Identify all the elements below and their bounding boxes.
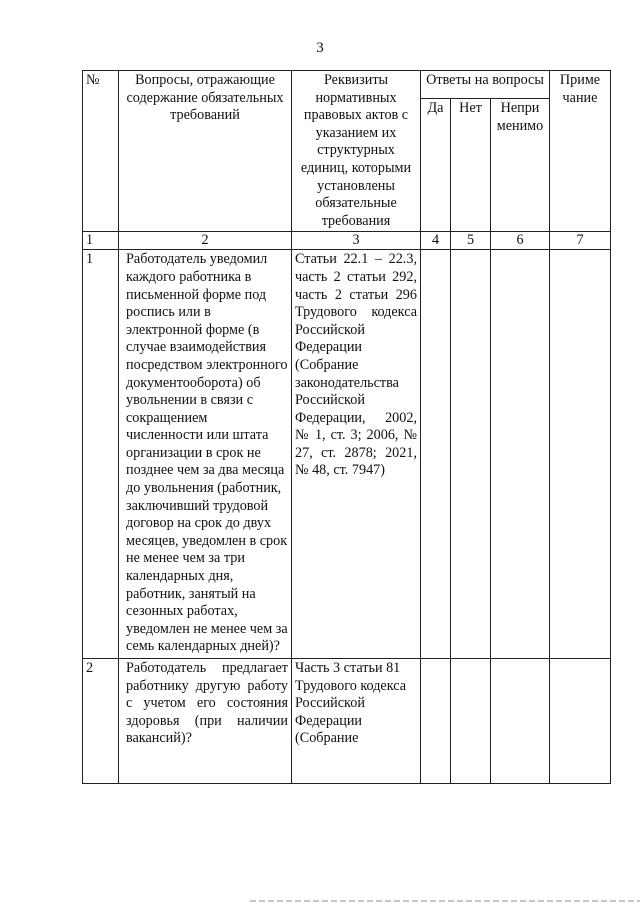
note-cell[interactable] <box>550 659 611 784</box>
header-not-applicable: Непри менимо <box>491 99 550 232</box>
column-index: 4 <box>421 232 451 250</box>
answer-no-cell[interactable] <box>451 250 491 659</box>
answer-na-cell[interactable] <box>491 250 550 659</box>
header-num: № <box>83 71 119 232</box>
column-index: 3 <box>292 232 421 250</box>
column-index: 5 <box>451 232 491 250</box>
requirements-table <box>82 70 611 784</box>
header-yes: Да <box>421 99 451 232</box>
scan-artifact-line <box>250 900 640 902</box>
column-index: 7 <box>550 232 611 250</box>
column-index: 1 <box>83 232 119 250</box>
answer-yes-cell[interactable] <box>421 659 451 784</box>
header-questions: Вопросы, отражающие содержание обязательных требований <box>119 71 292 232</box>
row-requisites: Статьи 22.1 – 22.3, часть 2 статьи 292, часть 2 статьи 296 Трудового кодекса Российской Федерации (Собрание законодательства Российской Федерации, 2002, № 1, ст. 3; 2006, № 27, ст. 2878; 2021, № 48, ст. 7947) <box>292 250 421 659</box>
table-row <box>83 659 611 784</box>
header-note: Приме чание <box>550 71 611 232</box>
note-cell[interactable] <box>550 250 611 659</box>
row-number: 2 <box>83 659 119 784</box>
answer-yes-cell[interactable] <box>421 250 451 659</box>
row-number: 1 <box>83 250 119 659</box>
row-question: Работодатель уведомил каждого работника в письменной форме под роспись или в электронной форме (в случае взаимодействия посредством электронного документооборота) об увольнении в связи с сокращением численности или штата организации в срок не позднее чем за два месяца до увольнения (работник, заключивший трудовой договор на срок до двух месяцев, уведомлен в срок не менее чем за три календарных дня, работник, занятый на сезонных работах, уведомлен не менее чем за семь календарных дней)? <box>119 250 292 659</box>
header-requisites: Реквизиты нормативных правовых актов с указанием их структурных единиц, которыми установлены обязательные требования <box>292 71 421 232</box>
page-number: 3 <box>316 40 324 56</box>
table-row <box>83 250 611 659</box>
row-requisites: Часть 3 статьи 81 Трудового кодекса Российской Федерации (Собрание <box>292 659 421 784</box>
column-index-row <box>83 232 611 250</box>
header-no: Нет <box>451 99 491 232</box>
row-question: Работодатель предлагает работнику другую работу с учетом его состояния здоровья (при наличии вакансий)? <box>119 659 292 784</box>
answer-no-cell[interactable] <box>451 659 491 784</box>
column-index: 6 <box>491 232 550 250</box>
header-answers: Ответы на вопросы <box>421 71 550 99</box>
column-index: 2 <box>119 232 292 250</box>
answer-na-cell[interactable] <box>491 659 550 784</box>
